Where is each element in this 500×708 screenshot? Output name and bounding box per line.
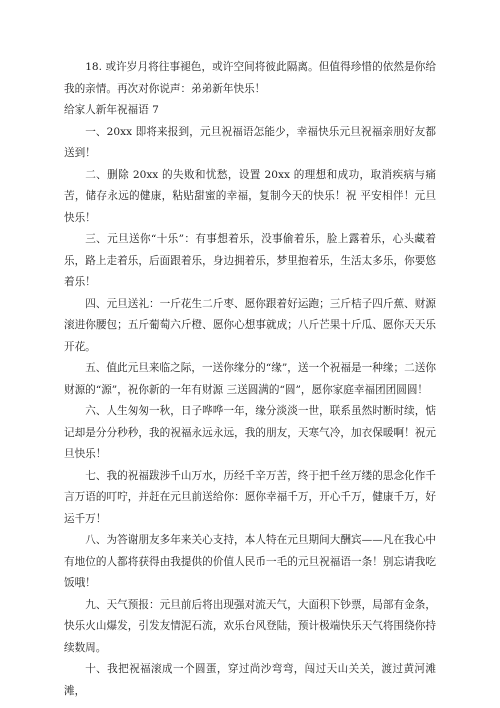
paragraph-1: 一、20xx 即将来报到，元旦祝福语怎能少，幸福快乐元旦祝福亲朋好友都送到！ [64, 125, 436, 159]
paragraph-7: 七、我的祝福跋涉千山万水，历经千辛万苦，终于把千丝万缕的思念化作千言万语的叮咛，并赶在元旦前送给你：愿你幸福千万，开心千万，健康千万，好运千万！ [64, 469, 436, 525]
paragraph-9: 九、天气预报：元旦前后将出现强对流天气，大面积下钞票，局部有金条，快乐火山爆发，引发友情泥石流，欢乐台风登陆，预计极端快乐天气将围绕你持续数周。 [64, 598, 436, 654]
paragraph-2: 二、删除 20xx 的失败和忧愁，设置 20xx 的理想和成功，取消疾病与痛苦，储存永远的健康，粘贴甜蜜的幸福，复制今天的快乐！祝 平安相伴！元旦快乐！ [64, 168, 436, 224]
section-title: 给家人新年祝福语 7 [64, 104, 159, 116]
intro-paragraph: 18. 或许岁月将往事褪色，或许空间将彼此隔离。但值得珍惜的依然是你给我的亲情。再次对你说声：弟弟新年快乐！ [64, 61, 436, 95]
paragraph-6: 六、人生匆匆一秋，日子哗哗一年，缘分淡淡一世，联系虽然时断时续，惦记却是分分秒秒，我的祝福永远永远，我的朋友，天寒气冷，加衣保暖啊！祝元旦快乐！ [64, 405, 436, 460]
paragraph-10: 十、我把祝福滚成一个圆蛋，穿过尚沙弯弯，闯过天山关关，渡过黄河滩滩， [64, 663, 436, 697]
paragraph-3: 三、元旦送你“十乐”：有事想着乐，没事偷着乐，脸上露着乐，心头藏着乐，路上走着乐，后面跟着乐，身边拥着乐，梦里抱着乐，生活太多乐，你要悠着乐！ [64, 233, 436, 288]
paragraph-8: 八、为答谢朋友多年来关心支持，本人特在元旦期间大酬宾——凡在我心中有地位的人都将获得由我提供的价值人民币一毛的元旦祝福语一条！别忘请我吃饭哦！ [64, 534, 436, 589]
paragraph-5: 五、值此元旦来临之际，一送你缘分的“缘”，送一个祝福是一种缘；二送你财源的“源”，祝你新的一年有财源 三送圆满的“圆”，愿你家庭幸福团团圆圆！ [64, 362, 436, 396]
paragraph-4: 四、元旦送礼：一斤花生二斤枣、愿你跟着好运跑；三斤桔子四斤蕉、财源滚进你腰包；五斤葡萄六斤橙、愿你心想事就成；八斤芒果十斤瓜、愿你天天乐开花。 [64, 297, 436, 353]
